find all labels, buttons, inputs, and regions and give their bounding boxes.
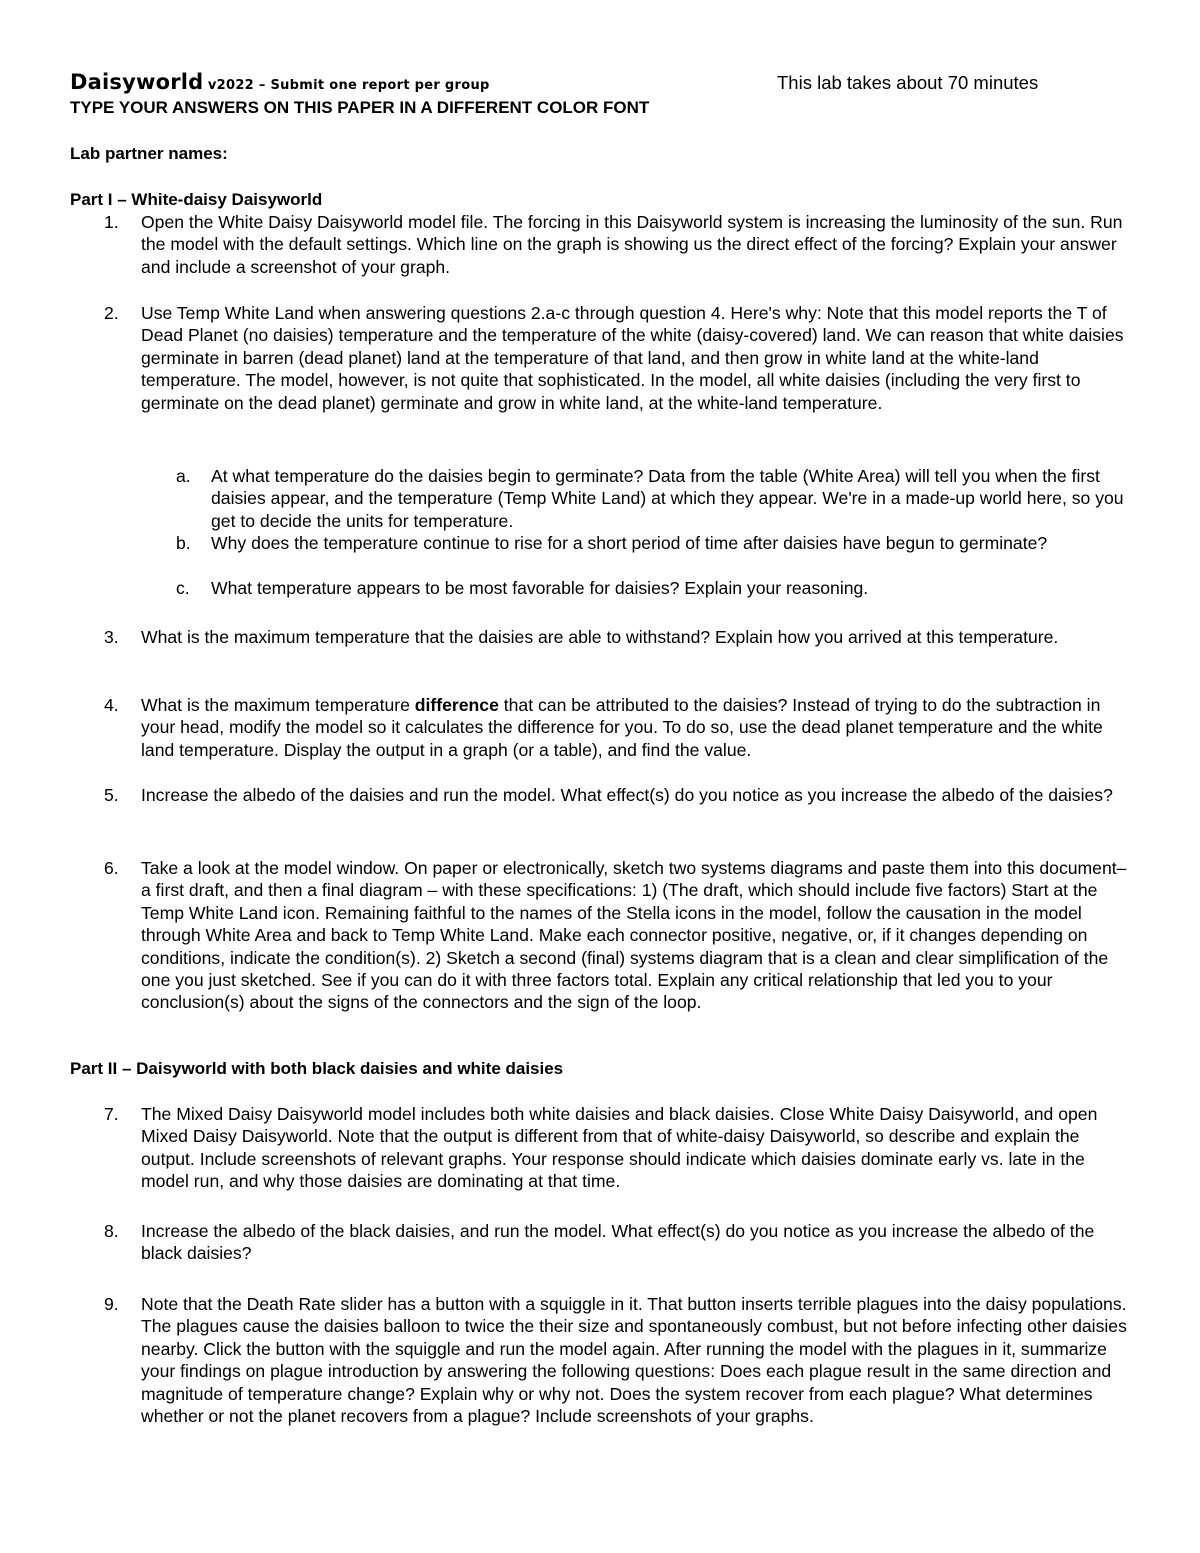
question-number: 2. — [104, 303, 119, 323]
question-2-text: Use Temp White Land when answering questions 2.a-c through question 4. Here's why: Note that this model reports the T of Dead Planet (no daisies) temperature and the temperature of the white (daisy-covered) land. We can reason that white daisies germinate in barren (dead planet) land at the temperature of that land, and then grow in white land at the white-land temperature. The model, however, is not quite that sophisticated. In the model, all white daisies (including the very first to germinate on the dead planet) germinate and grow in white land, at the white-land temperature. — [141, 303, 1124, 413]
question-number: 6. — [104, 858, 119, 878]
question-5-text: Increase the albedo of the daisies and run the model. What effect(s) do you notice as you increase the albedo of the daisies? — [141, 785, 1113, 805]
question-4-pre: What is the maximum temperature — [141, 695, 415, 715]
part1-heading: Part I – White-daisy Daisyworld — [70, 190, 323, 209]
subquestion-label: c. — [176, 578, 190, 598]
question-number: 4. — [104, 695, 119, 715]
emphasis-difference: difference — [414, 695, 499, 715]
question-6-text: Take a look at the model window. On paper or electronically, sketch two systems diagrams and paste them into this document– a first draft, and then a final diagram – with these specifications: 1) (The draft, which should include five factors) Start at the Temp White Land icon. Remaining faithful to the names of the Stella icons in the model, follow the causation in the model through White Area and back to Temp White Land. Make each connector positive, negative, or, if it changes depending on conditions, indicate the condition(s). 2) Sketch a second (final) systems diagram that is a clean and clear simplification of the one you just sketched. See if you can do it with three factors total. Explain any critical relationship that led you to your conclusion(s) about the signs of the connectors and the sign of the loop. — [141, 858, 1127, 1013]
part2-heading: Part II – Daisyworld with both black daisies and white daisies — [70, 1059, 564, 1078]
question-number: 1. — [104, 212, 119, 232]
question-7-text: The Mixed Daisy Daisyworld model includes both white daisies and black daisies. Close White Daisy Daisyworld, and open Mixed Daisy Daisyworld. Note that the output is different from that of white-daisy Daisyworld, so describe and explain the output. Include screenshots of relevant graphs. Your response should indicate which daisies dominate early vs. late in the model run, and why those daisies are dominating at that time. — [141, 1104, 1098, 1192]
question-number: 8. — [104, 1221, 119, 1241]
question-2c-text: What temperature appears to be most favorable for daisies? Explain your reasoning. — [211, 578, 869, 598]
question-3-text: What is the maximum temperature that the daisies are able to withstand? Explain how you arrived at this temperature. — [141, 627, 1059, 647]
question-9-text: Note that the Death Rate slider has a button with a squiggle in it. That button inserts terrible plagues into the daisy populations. The plagues cause the daisies balloon to twice the their size and spontaneously combust, but not before infecting other daisies nearby. Click the button with the squiggle and run the model again. After running the model with the plagues in it, summarize your findings on plague introduction by answering the following questions: Does each plague result in the same direction and magnitude of temperature change? Explain why or why not. Does the system recover from each plague? What determines whether or not the planet recovers from a plague? Include screenshots of your graphs. — [141, 1294, 1127, 1427]
subquestion-label: a. — [176, 466, 191, 486]
document-subtitle: v2022 – Submit one report per group — [207, 78, 490, 93]
question-4-text — [141, 694, 1131, 761]
question-number: 7. — [104, 1104, 119, 1124]
instruction-text: TYPE YOUR ANSWERS ON THIS PAPER IN A DIFFERENT COLOR FONT — [70, 98, 650, 117]
duration-note: This lab takes about 70 minutes — [777, 72, 1039, 93]
question-number: 3. — [104, 627, 119, 647]
question-number: 9. — [104, 1294, 119, 1314]
question-1-text: Open the White Daisy Daisyworld model file. The forcing in this Daisyworld system is increasing the luminosity of the sun. Run the model with the default settings. Which line on the graph is showing us the direct effect of the forcing? Explain your answer and include a screenshot of your graph. — [141, 212, 1123, 277]
question-2b-text: Why does the temperature continue to rise for a short period of time after daisies have begun to germinate? — [211, 533, 1048, 553]
question-4-post: that can be attributed to the daisies? Instead of trying to do the subtraction in your head, modify the model so it calculates the difference for you. To do so, use the dead planet temperature and the white land temperature. Display the output in a graph (or a table), and find the value. — [141, 695, 1103, 760]
title-line — [70, 70, 1150, 98]
question-8-text: Increase the albedo of the black daisies, and run the model. What effect(s) do you notice as you increase the albedo of the black daisies? — [141, 1221, 1095, 1264]
question-number: 5. — [104, 785, 119, 805]
question-2a-text: At what temperature do the daisies begin to germinate? Data from the table (White Area) will tell you when the first daisies appear, and the temperature (Temp White Land) at which they appear. We're in a made-up world here, so you get to decide the units for temperature. — [211, 466, 1124, 531]
document-title: Daisyworld — [70, 70, 204, 94]
lab-partners-label: Lab partner names: — [70, 144, 228, 163]
subquestion-label: b. — [176, 533, 191, 553]
